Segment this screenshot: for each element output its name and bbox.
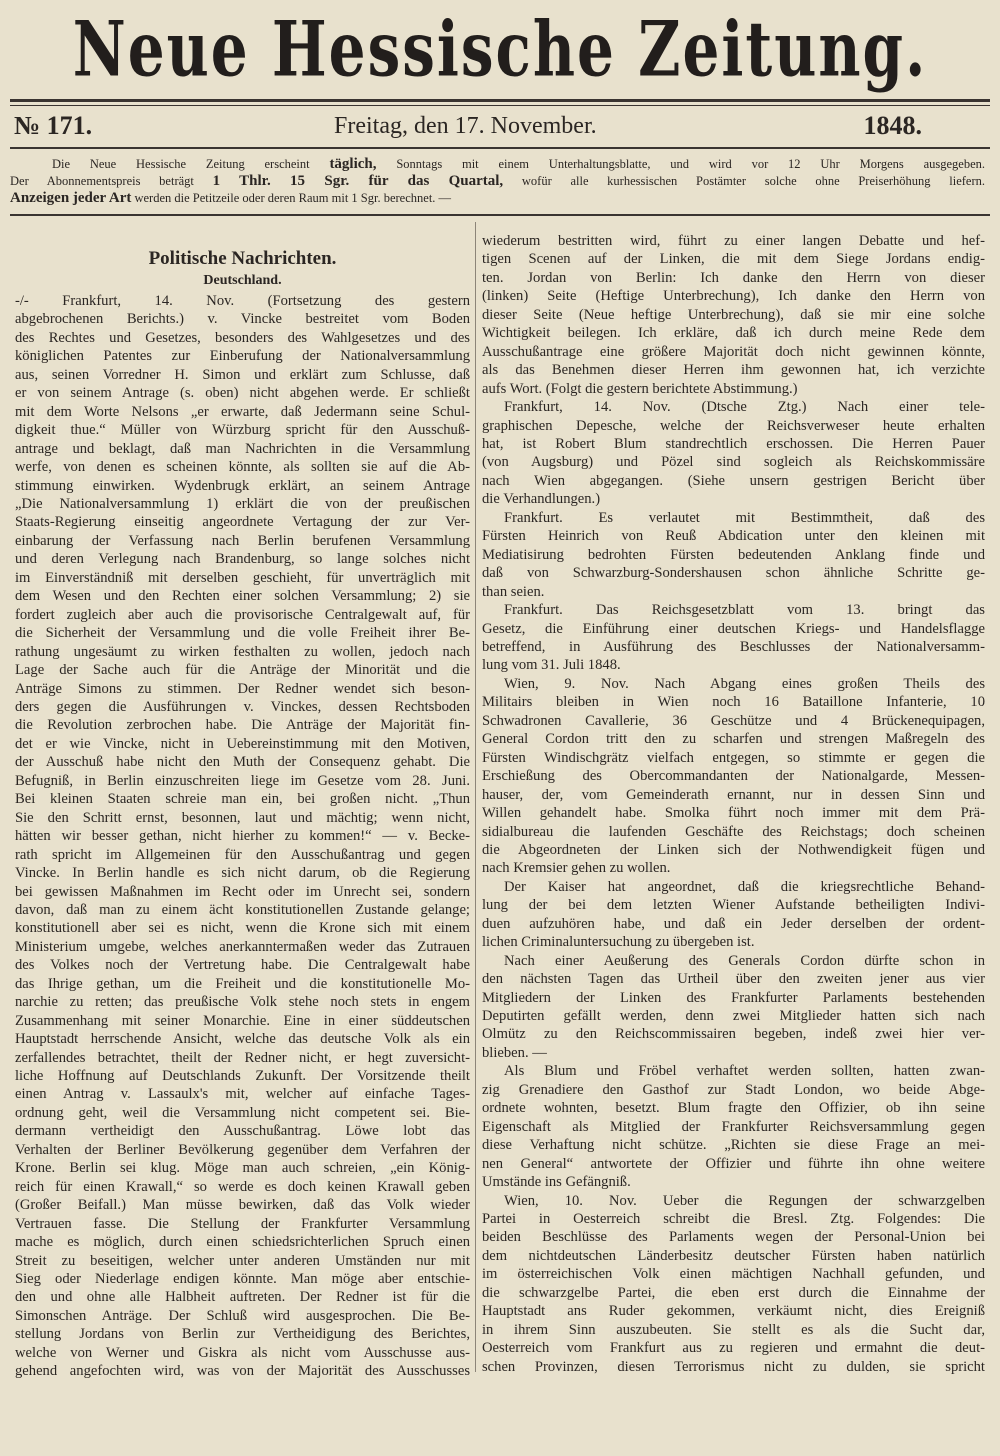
text-line: ders gegen die Ausführungen v. Vinckes, dessen Rechtsboden	[15, 698, 470, 715]
text-line: rathung ungesäumt zu wirken festhalten zu wollen, jedoch nach	[15, 643, 470, 660]
text-line: duen aufzuhören habe, und daß ein Jeder derselben der ordent-	[482, 915, 985, 932]
text-line: hätten wir besser gethan, nicht hierher zu kommen!“ — v. Becke-	[15, 828, 470, 845]
text-line: als das Benehmen dieser Herren ihm gewonnen hat, ich verzichte	[482, 362, 985, 379]
text-line: das Ihrige gethan, um die Freiheit und die konstitutionelle Mo-	[15, 975, 470, 992]
text-line: rath spricht im Allgemeinen für den Ausschußantrag und gegen	[15, 846, 470, 863]
text-line: (Großer Beifall.) Man müsse bewirken, daß das Volk wieder	[15, 1197, 470, 1214]
article-paragraph	[482, 1192, 985, 1377]
text-line: -/- Frankfurt, 14. Nov. (Fortsetzung des gestern	[15, 293, 470, 309]
text-line: Verhalten der Berliner Bevölkerung gegenüber dem Verfahren der	[15, 1141, 470, 1158]
text-line: lung vom 31. Juli 1848.	[482, 657, 621, 674]
text-line: im Einverständniß mit derselben geschieht, für unverträglich mit	[15, 569, 470, 586]
text-line: than seien.	[482, 583, 545, 600]
text-line: Ministerium umgebe, welches anerkanntermaßen weder das Zutrauen	[15, 938, 470, 955]
text-line: davon, daß man zu einem ächt konstitutionellen Zustande gelange;	[15, 901, 470, 918]
text-line: zerfallendes betrachtet, theilt der Redner nicht, er hegt zuversicht-	[15, 1049, 470, 1066]
text-line: Vertrauen fasse. Die Stellung der Frankfurter Versammlung	[15, 1215, 470, 1232]
text-line: zig Grenadiere den Gasthof zur Stadt London, wo beide Abge-	[482, 1081, 985, 1098]
text-line: in ihrem Sinn auszubeuten. Sie stellt es als die Sucht dar,	[482, 1321, 985, 1338]
text-line: Eigenschaft als Mitglied der Frankfurter Reichsversammlung gegen	[482, 1118, 985, 1135]
text-line: Mitgliedern der Linken des Frankfurter Parlaments bestehenden	[482, 989, 985, 1006]
notice-text: Die Neue Hessische Zeitung erscheint	[52, 157, 310, 171]
text-line: Als Blum und Fröbel verhaftet werden sollten, hatten zwan-	[504, 1063, 985, 1080]
text-line: Deputirten gefällt werden, denn zwei Mitglieder hatten sich nach	[482, 1008, 985, 1025]
text-line: blieben. —	[482, 1044, 547, 1061]
text-line: die Abgeordneten der Linken sich der Nothwendigkeit fügen und	[482, 841, 985, 858]
text-line: Umstände ins Gefängniß.	[482, 1174, 631, 1191]
text-line: Mediatisirung bedrohten Fürsten bedeutenden Anklang finde und	[482, 546, 985, 563]
text-line: die Verhandlungen.)	[482, 491, 601, 508]
text-line: Fürsten Windischgrätz vielfach entgegen, so stimmte er gegen die	[482, 749, 985, 766]
text-line: Zusammenhang mit seiner Monarchie. Eine in einer süddeutschen	[15, 1012, 470, 1029]
text-line: sidialbureau die laufenden Geschäfte des Reichstags; doch scheinen	[482, 823, 985, 840]
text-line: dem nichtdeutschen Länderbesitz deutscher Fürsten haben natürlich	[482, 1247, 985, 1264]
text-line: Olmütz zu den Reichscommissairen begeben, indeß zwei hier ver-	[482, 1026, 985, 1043]
text-line: Willen gehandelt habe. Smolka führt noch immer mit dem Prä-	[482, 805, 985, 822]
text-line: Ausschußantrage eine größere Majorität doch nicht gewinnen könnte,	[482, 343, 985, 360]
issue-line	[14, 108, 922, 144]
text-line: die Sicherheit der Versammlung und die volle Freiheit ihrer Be-	[15, 625, 470, 642]
text-line: den und ohne alle Halbheit auftreten. Der Redner ist für die	[15, 1289, 470, 1306]
text-line: Militairs bleiben in Wien noch 16 Bataillone Infanterie, 10	[482, 694, 985, 711]
text-line: hat, ist Robert Blum standrechtlich erschossen. Die Herren Pauer	[482, 435, 985, 452]
article-paragraph	[482, 675, 985, 878]
column-divider	[475, 222, 476, 1372]
text-line: General Cordon tritt den zu scharfen und strengen Maßregeln des	[482, 731, 985, 748]
notice-emphasis: täglich,	[329, 156, 377, 172]
text-line: Streit zu beseitigen, welcher unter anderen Umständen nur mit	[15, 1252, 470, 1269]
text-line: Gesetz, die Einführung einer deutschen Kriegs- und Handelsflagge	[482, 620, 985, 637]
text-line: einbarung der Verfassung nach Berlin berufenen Versammlung	[15, 532, 470, 549]
text-line: hauser, der, vom Gemeinderath ernannt, nur in dessen Sinn und	[482, 786, 985, 803]
text-line: des Volkes noch der Vertretung habe. Die Centralgewalt habe	[15, 957, 470, 974]
text-line: Erschießung des Obercommandanten der Nationalgarde, Messen-	[482, 768, 985, 785]
text-line: mit dem Worte Nelsons „er erwarte, daß Jedermann seine Schul-	[15, 403, 470, 420]
right-column	[482, 232, 985, 1376]
article-paragraph	[482, 232, 985, 398]
text-line: ten. Jordan von Berlin: Ich danke den Herrn von dieser	[482, 269, 985, 286]
text-line: der Ausschuß habe nicht den Muth der Consequenz gehabt. Die	[15, 754, 470, 771]
text-line: Partei in Oesterreich schreibt die Bresl. Ztg. Folgendes: Die	[482, 1211, 985, 1228]
text-line: digkeit thue.“ Müller von Würzburg spricht für den Ausschuß-	[15, 422, 470, 439]
text-line: antrage und beklagt, daß man Nachrichten in die Versammlung	[15, 440, 470, 457]
text-line: liche Hoffnung auf Deutschlands Zukunft. Der Vorsitzende theilt	[15, 1068, 470, 1085]
text-line: beiden Beschlüsse des Parlaments wegen der Personal-Union bei	[482, 1229, 985, 1246]
issue-number: № 171.	[14, 111, 93, 140]
text-line: dem Wesen und den Rechten einer solchen Versammlung; 2) sie	[15, 588, 470, 605]
article-paragraph	[482, 1062, 985, 1191]
text-line: Wichtigkeit beilegen. Ich erkläre, daß ich durch meine Rede dem	[482, 325, 985, 342]
text-line: stellung Jordans von Berlin zur Vertheidigung des Berichtes,	[15, 1326, 470, 1343]
text-line: Frankfurt. Das Reichsgesetzblatt vom 13. bringt das	[504, 602, 985, 619]
text-line: abgebrochenen Berichts.) v. Vincke bestreitet vom Boden	[15, 311, 470, 328]
article-paragraph	[482, 398, 985, 509]
text-line: Fürsten Heinrich von Reuß Abdication unter den kleinen mit	[482, 528, 985, 545]
text-line: gehend angefochten wird, was von der Majorität des Ausschusses	[15, 1363, 470, 1380]
text-line: stimmung einwirken. Wydenbrugk erklärt, an seinem Antrage	[15, 477, 470, 494]
text-line: die schwarzgelbe Partei, die eben erst durch die Einnahme der	[482, 1284, 985, 1301]
text-line: Bei kleinen Staaten schreie man ein, bei großen nicht. „Thun	[15, 791, 470, 808]
article-paragraph	[482, 878, 985, 952]
article-paragraph	[482, 601, 985, 675]
article-paragraph	[482, 952, 985, 1063]
text-line: mache es möglich, durch einen schiedsrichterlichen Spruch einen	[15, 1234, 470, 1251]
text-line: die Revolution zerbrochen habe. Die Anträge der Majorität fin-	[15, 717, 470, 734]
text-line: werfe, von denen es scheinen könnte, als sollten sie auf die Ab-	[15, 459, 470, 476]
text-line: (von Augsburg) und Pözel sind sogleich als Reichskommissäre	[482, 454, 985, 471]
text-line: graphischen Depesche, welche der Reichsverweser heute erhalten	[482, 417, 985, 434]
text-line: Frankfurt, 14. Nov. (Dtsche Ztg.) Nach einer tele-	[504, 399, 985, 416]
notice-rule	[10, 214, 990, 216]
text-line: Krone. Berlin sei klug. Möge man auch schreien, „ein König-	[15, 1160, 470, 1177]
text-line: nach Kremsier gehen zu wollen.	[482, 860, 671, 877]
text-line: Sieg oder Niederlage endigen könnte. Man möge aber entschie-	[15, 1271, 470, 1288]
masthead-rule	[10, 99, 990, 102]
text-line: aus, seinen Vorredner H. Simon und erklärt zum Schlusse, daß	[15, 366, 470, 383]
text-line: nen General“ antwortete der Offizier und führte ihn ohne weitere	[482, 1155, 985, 1172]
notice-emphasis: Anzeigen jeder Art	[10, 190, 132, 206]
text-line: Schwadronen Cavallerie, 36 Geschütze und 4 Brückenequipagen,	[482, 712, 985, 729]
text-line: ordnete wohnten, besetzt. Blum fragte den Offizier, ob ihn seine	[482, 1100, 985, 1117]
text-line: des Rechtes und Gesetzes, besonders des Wahlgesetzes und des	[15, 329, 470, 346]
text-line: und deren Verlegung nach Brandenburg, so lange solches nicht	[15, 551, 470, 568]
text-line: det er wie Vincke, nicht in Uebereinstimmung mit den Motiven,	[15, 735, 470, 752]
text-line: ordnung geht, weil die Versammlung nicht competent sei. Bie-	[15, 1104, 470, 1121]
text-line: schen Provinzen, diesen Terrorismus nicht zu dulden, sie spricht	[482, 1358, 985, 1375]
text-line: Wien, 9. Nov. Nach Abgang eines großen Theils des	[504, 675, 985, 692]
article-paragraph	[15, 292, 470, 1381]
text-line: bei gewissen Maßnahmen im Recht oder im Unrecht sei, sondern	[15, 883, 470, 900]
text-line: reich für einen Krawall,“ so werde es doch keinen Krawall geben	[15, 1178, 470, 1195]
issue-rule	[10, 147, 990, 149]
notice-text: Der Abonnementspreis beträgt	[10, 174, 194, 188]
section-title: Politische Nachrichten.	[148, 248, 337, 269]
text-line: Staats-Regierung einseitig angeordnete Vertagung der zur Ver-	[15, 514, 470, 531]
masthead-rule-thin	[10, 105, 990, 106]
text-line: im österreichischen Volk einen mächtigen Nachhall gefunden, und	[482, 1266, 985, 1283]
text-line: einen Antrag v. Lassaulx's mit, welcher auf einfache Tages-	[15, 1086, 470, 1103]
text-line: „Die Nationalversammlung 1) erklärt die von der preußischen	[15, 495, 470, 512]
text-line: lichen Criminaluntersuchung zu übergeben ist.	[482, 934, 755, 951]
text-line: Oesterreich vom Frankfurt aus zu regieren und ermahnt die deut-	[482, 1340, 985, 1357]
text-line: nach Wien abgegangen. (Siehe unsern gestrigen Bericht über	[482, 472, 985, 489]
text-line: diese Verhaftung nicht schütze. „Richten sie diese Frage an mei-	[482, 1137, 985, 1154]
text-line: Wien, 10. Nov. Ueber die Regungen der schwarzgelben	[504, 1192, 985, 1209]
text-line: welche von Werner und Giskra als nicht vom Ausschusse aus-	[15, 1344, 470, 1361]
newspaper-masthead: Neue Hessische Zeitung.	[72, 5, 928, 94]
notice-text: werden die Petitzeile oder deren Raum mit 1 Sgr. berechnet. —	[134, 191, 452, 205]
text-line: daß von Schwarzburg-Sondershausen schon ähnliche Schritte ge-	[482, 565, 985, 582]
article-paragraph	[482, 509, 985, 601]
text-line: narchie zu retten; das preußische Volk stehe noch stets in engem	[15, 994, 470, 1011]
text-line: fordert zugleich aber auch die provisorische Centralgewalt auf, für	[15, 606, 470, 623]
notice-text: wofür alle kurhessischen Postämter solche ohne Preiserhöhung liefern.	[521, 174, 985, 188]
text-line: dermann vertheidigt den Ausschußantrag. Löwe lobt das	[15, 1123, 470, 1140]
text-line: wiederum bestritten wird, führt zu einer langen Debatte und hef-	[482, 233, 985, 249]
text-line: Der Kaiser hat angeordnet, daß die kriegsrechtliche Behand-	[504, 878, 985, 895]
text-line: Hauptstadt ans Ruder gekommen, verkäumt nicht, dies Ereigniß	[482, 1303, 985, 1320]
text-line: dieser Seite (Neue heftige Unterbrechung), daß sie mir eine solche	[482, 306, 985, 323]
text-line: betreffend, in Ausführung des Beschlusses der Nationalversamm-	[482, 638, 985, 655]
text-line: Simonschen Anträge. Der Schluß wird ausgesprochen. Die Be-	[15, 1307, 470, 1324]
issue-year: 1848.	[863, 111, 922, 140]
text-line: Hauptstadt herrschende Ansicht, welche das deutsche Volk als ein	[15, 1031, 470, 1048]
text-line: aufs Wort. (Folgt die gestern berichtete Abstimmung.)	[482, 380, 798, 397]
section-subtitle: Deutschland.	[203, 273, 282, 288]
text-line: Frankfurt. Es verlautet mit Bestimmtheit, daß des	[504, 509, 985, 526]
text-line: Vincke. In Berlin handle es sich nicht darum, ob die Regierung	[15, 865, 470, 882]
text-line: Lage der Sache auch für die Anträge der Minorität und die	[15, 662, 470, 679]
notice-price: 1 Thlr. 15 Sgr. für das Quartal,	[212, 173, 504, 189]
text-line: (linken) Seite (Heftige Unterbrechung), Ich danke den Herrn von	[482, 288, 985, 305]
text-line: Nach einer Aeußerung des Generals Cordon dürfte schon in	[504, 952, 985, 969]
text-line: lung der bei dem letzten Wiener Aufstande betheiligten Indivi-	[482, 897, 985, 914]
text-line: Sie den Schritt ernst, besonnen, laut und mächtig; wenn nicht,	[15, 809, 470, 826]
text-line: Befugniß, in Berlin einzuschreiten liege im Gesetze vom 28. Juni.	[15, 772, 470, 789]
subscription-notice	[10, 156, 985, 207]
text-line: Anträge Simons zu stimmen. Der Redner wendet sich beson-	[15, 680, 470, 697]
text-line: königlichen Patentes zur Einberufung der Nationalversammlung	[15, 348, 470, 365]
text-line: konstitutionell aber sei es nicht, wenn die Krone sich mit einem	[15, 920, 470, 937]
text-line: den nächsten Tagen das Urtheil über den zweiten jener aus vier	[482, 971, 985, 988]
text-line: tigen Scenen auf der Linken, die mit dem Siege Jordans endig-	[482, 251, 985, 268]
text-line: er von seinem Antrage (s. oben) nicht abgehen werde. Er schließt	[15, 385, 470, 402]
issue-date: Freitag, den 17. November.	[334, 113, 597, 139]
notice-text: Sonntags mit einem Unterhaltungsblatte, und wird vor 12 Uhr Morgens ausgegeben.	[396, 157, 986, 171]
left-column	[15, 292, 470, 1381]
